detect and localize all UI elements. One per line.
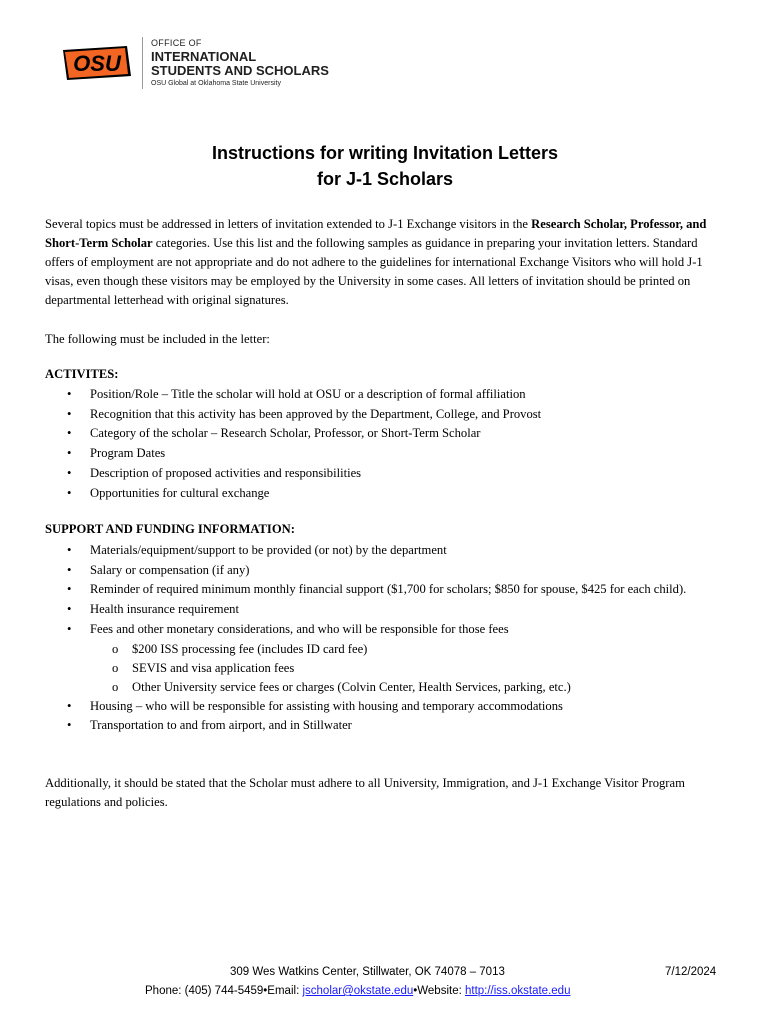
dept-line2: STUDENTS AND SCHOLARS [151,63,329,78]
intro-part2: categories. Use this list and the following samples as guidance in preparing your invitation letters. Standard offers of employment are not appropriate and do not adhere to the guidelines for international Exchange Visitors who will hold J-1 visas, even though these visitors may be employed by the University in some cases. All letters of invitation should be printed on departmental letterhead with original signatures. [45,236,703,307]
sub-list-item: o $200 ISS processing fee (includes ID card fee) [112,641,368,656]
email-link[interactable]: jscholar@okstate.edu [302,985,414,997]
list-item: • Health insurance requirement [67,602,239,617]
page-title-line2: for J-1 Scholars [316,169,454,189]
list-item: • Position/Role – Title the scholar will hold at OSU or a description of formal affiliation [67,387,526,401]
list-item: • Reminder of required minimum monthly financial support ($1,700 for scholars; $850 for spouse, $425 for each child). [67,582,687,597]
list-item: • Materials/equipment/support to be provided (or not) by the department [67,543,447,557]
list-item: • Recognition that this activity has been approved by the Department, College, and Provost [67,406,542,421]
dept-subline: OSU Global at Oklahoma State University [151,80,281,87]
office-name [151,38,329,89]
website-link[interactable]: http://iss.okstate.edu [464,985,571,997]
office-of: OFFICE OF [151,38,202,48]
list-item: • Program Dates [67,446,166,461]
support-list [45,541,725,736]
list-item: • Fees and other monetary considerations, and who will be responsible for those fees o $200 ISS processing fee (includes ID card fee) o SEVIS and visa application fees o Other University service fees or charges (Colvin Center, Health Services, parking, etc.) [45,620,725,697]
sub-list-item: o SEVIS and visa application fees [112,660,295,675]
support-heading: SUPPORT AND FUNDING INFORMATION: [45,522,295,536]
list-item: • Transportation to and from airport, and in Stillwater [67,718,352,733]
intro-part1: Several topics must be addressed in letters of invitation extended to J-1 Exchange visitors in the [45,217,532,231]
additionally-paragraph: Additionally, it should be stated that the Scholar must adhere to all University, Immigration, and J-1 Exchange Visitor Program regulations and policies. [45,776,685,809]
footer-contact [145,985,570,997]
fees-sublist [90,640,725,697]
following-line: The following must be included in the letter: [45,332,270,346]
footer-website-label: •Website: [413,985,465,997]
footer-phone: Phone: (405) 744-5459•Email: [145,985,303,997]
activities-list [45,385,725,503]
intro-paragraph [45,215,725,310]
activities-heading: ACTIVITES: [45,367,119,381]
logo-text: OSU [73,51,121,76]
footer-address: 309 Wes Watkins Center, Stillwater, OK 74078 – 7013 [230,966,505,978]
list-item: • Opportunities for cultural exchange [67,485,270,500]
list-item: • Description of proposed activities and responsibilities [67,465,362,480]
footer-date: 7/12/2024 [665,966,717,978]
list-item: • Salary or compensation (if any) [67,562,250,577]
dept-line1: INTERNATIONAL [151,49,257,64]
logo-divider [142,37,143,89]
list-item: • Housing – who will be responsible for assisting with housing and temporary accommodations [67,698,563,713]
osu-logo [55,40,135,86]
intro-bold: Research Scholar, Professor, and Short-Term Scholar [45,217,707,250]
list-item: • Category of the scholar – Research Scholar, Professor, or Short-Term Scholar [67,426,481,441]
page-title-line1: Instructions for writing Invitation Letters [211,143,559,163]
sub-list-item: o Other University service fees or charges (Colvin Center, Health Services, parking, etc.) [112,679,571,694]
